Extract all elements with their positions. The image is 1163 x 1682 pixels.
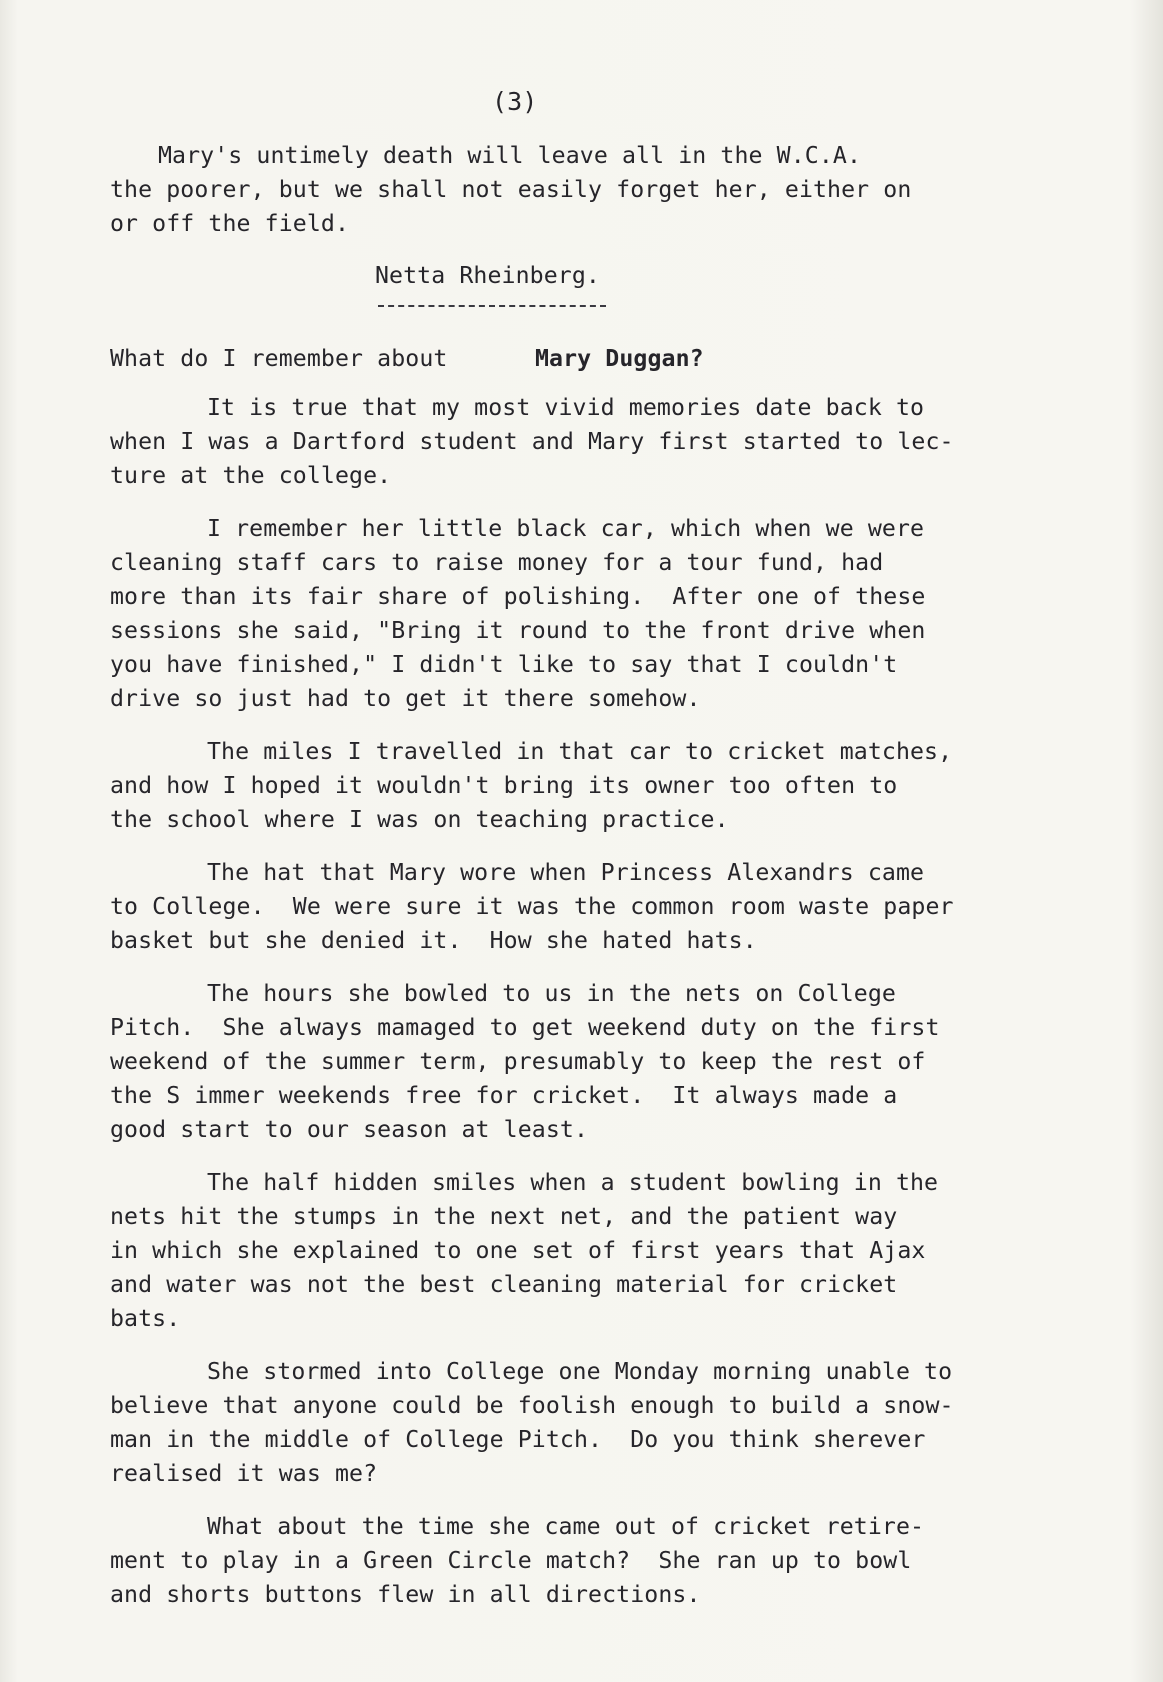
- text-line: when I was a Dartford student and Mary first started to lec-: [110, 428, 954, 455]
- text-line: She stormed into College one Monday morning unable to: [207, 1358, 953, 1385]
- text-line: Pitch. She always mamaged to get weekend duty on the first: [110, 1014, 940, 1041]
- text-line: The hours she bowled to us in the nets on College: [207, 980, 896, 1007]
- text-line: The hat that Mary wore when Princess Alexandrs came: [207, 859, 925, 886]
- text-line: The half hidden smiles when a student bowling in the: [207, 1169, 939, 1196]
- text-line: drive so just had to get it there somehow.: [110, 685, 701, 712]
- text-line: the school where I was on teaching practice.: [110, 806, 729, 833]
- text-line: and water was not the best cleaning material for cricket: [110, 1271, 898, 1298]
- text-line: I remember her little black car, which when we were: [207, 515, 925, 542]
- text-line: basket but she denied it. How she hated hats.: [110, 927, 757, 954]
- section-question: What do I remember about: [110, 345, 448, 372]
- signature-underline: [378, 305, 606, 307]
- text-line: and how I hoped it wouldn't bring its owner too often to: [110, 772, 898, 799]
- subject-name: Mary Duggan?: [535, 345, 704, 372]
- text-line: Mary's untimely death will leave all in the W.C.A.: [158, 142, 862, 169]
- text-line: nets hit the stumps in the next net, and the patient way: [110, 1203, 898, 1230]
- text-line: realised it was me?: [110, 1460, 378, 1487]
- text-line: the S immer weekends free for cricket. It always made a: [110, 1082, 898, 1109]
- text-line: good start to our season at least.: [110, 1116, 589, 1143]
- text-line: It is true that my most vivid memories date back to: [207, 394, 925, 421]
- page-number: (3): [492, 87, 538, 116]
- text-line: you have finished," I didn't like to say that I couldn't: [110, 651, 898, 678]
- text-line: man in the middle of College Pitch. Do you think sherever: [110, 1426, 926, 1453]
- text-line: more than its fair share of polishing. After one of these: [110, 583, 926, 610]
- text-line: the poorer, but we shall not easily forget her, either on: [110, 176, 912, 203]
- text-line: sessions she said, "Bring it round to the front drive when: [110, 617, 926, 644]
- text-line: and shorts buttons flew in all directions.: [110, 1581, 701, 1608]
- signature: Netta Rheinberg.: [375, 262, 600, 289]
- text-line: weekend of the summer term, presumably to keep the rest of: [110, 1048, 926, 1075]
- text-line: believe that anyone could be foolish enough to build a snow-: [110, 1392, 954, 1419]
- text-line: cleaning staff cars to raise money for a tour fund, had: [110, 549, 884, 576]
- text-line: ture at the college.: [110, 462, 392, 489]
- text-line: What about the time she came out of cricket retire-: [207, 1513, 925, 1540]
- text-line: or off the field.: [110, 210, 350, 237]
- text-line: to College. We were sure it was the common room waste paper: [110, 893, 954, 920]
- text-line: bats.: [110, 1305, 181, 1332]
- text-line: in which she explained to one set of first years that Ajax: [110, 1237, 926, 1264]
- text-line: ment to play in a Green Circle match? She ran up to bowl: [110, 1547, 912, 1574]
- text-line: The miles I travelled in that car to cricket matches,: [207, 738, 953, 765]
